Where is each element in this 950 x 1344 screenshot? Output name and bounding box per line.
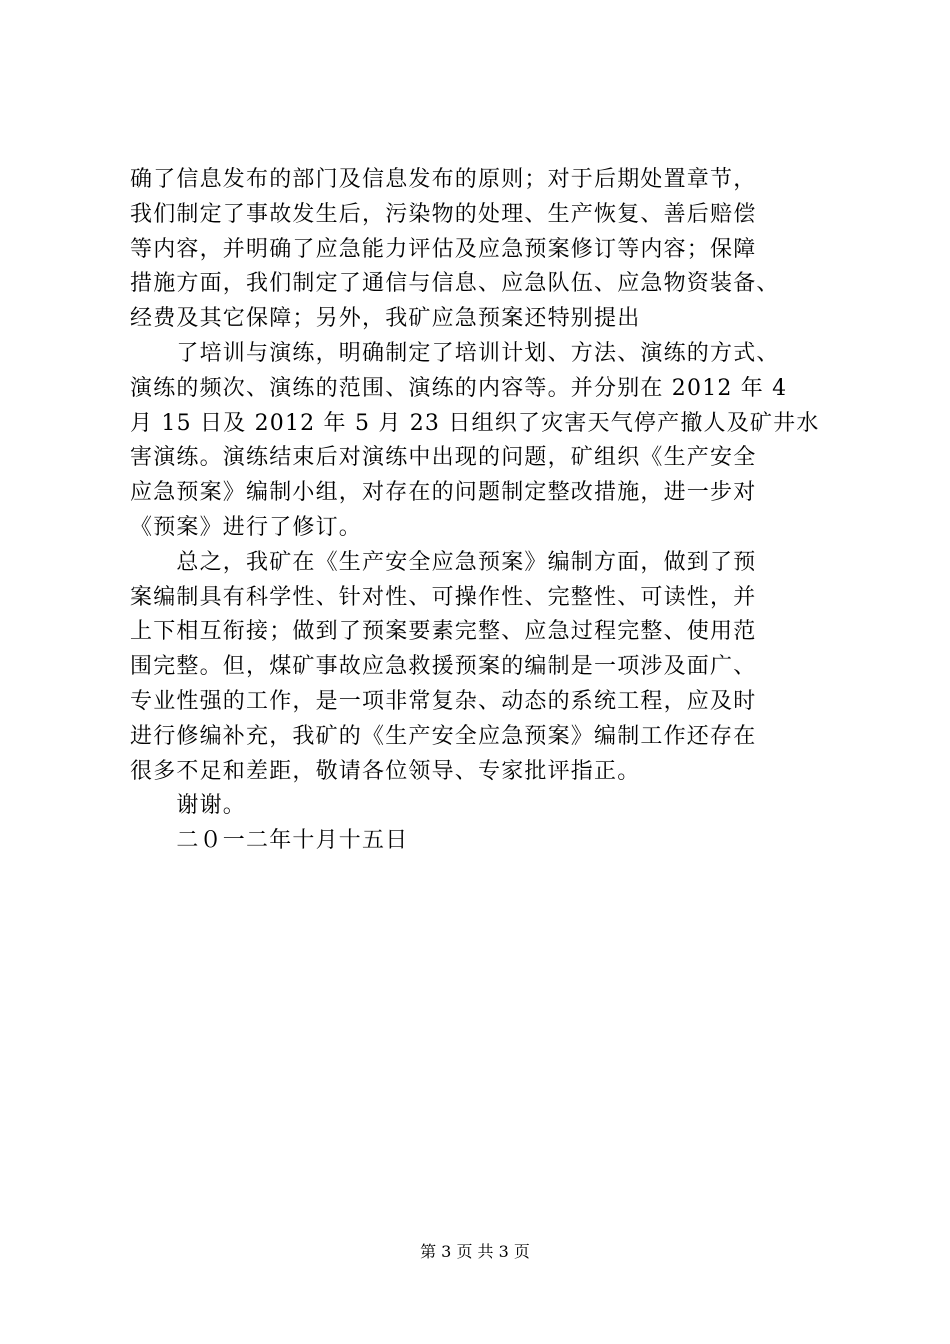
body-line: 确了信息发布的部门及信息发布的原则；对于后期处置章节， — [130, 167, 757, 192]
body-line: 演练的频次、演练的范围、演练的内容等。并分别在 2012 年 4 — [130, 375, 788, 401]
body-line: 上下相互衔接；做到了预案要素完整、应急过程完整、使用范 — [130, 619, 757, 645]
page-indicator: 第 3 页 共 3 页 — [420, 1242, 530, 1261]
body-line: 案编制具有科学性、针对性、可操作性、完整性、可读性，并 — [130, 584, 757, 610]
body-line: 经费及其它保障；另外，我矿应急预案还特别提出 — [130, 306, 641, 332]
body-line: 我们制定了事故发生后，污染物的处理、生产恢复、善后赔偿 — [130, 201, 757, 227]
body-line: 了培训与演练，明确制定了培训计划、方法、演练的方式、 — [130, 340, 780, 366]
body-line: 等内容，并明确了应急能力评估及应急预案修订等内容；保障 — [130, 236, 757, 262]
body-line: 专业性强的工作，是一项非常复杂、动态的系统工程，应及时 — [130, 688, 757, 714]
document-body — [130, 163, 850, 859]
body-line: 围完整。但，煤矿事故应急救援预案的编制是一项涉及面广、 — [130, 654, 757, 680]
body-line: 总之，我矿在《生产安全应急预案》编制方面，做到了预 — [130, 549, 757, 575]
body-line: 害演练。演练结束后对演练中出现的问题，矿组织《生产安全 — [130, 445, 757, 471]
body-line: 很多不足和差距，敬请各位领导、专家批评指正。 — [130, 758, 641, 784]
body-line: 应急预案》编制小组，对存在的问题制定整改措施，进一步对 — [130, 480, 757, 506]
page-footer — [0, 1242, 950, 1262]
body-line: 月 15 日及 2012 年 5 月 23 日组织了灾害天气停产撤人及矿井水 — [130, 410, 820, 436]
body-line: 进行修编补充，我矿的《生产安全应急预案》编制工作还存在 — [130, 723, 757, 749]
document-date: 二０一二年十月十五日 — [130, 828, 409, 854]
body-line: 措施方面，我们制定了通信与信息、应急队伍、应急物资装备、 — [130, 271, 780, 297]
body-line: 《预案》进行了修订。 — [130, 514, 363, 540]
closing-thanks: 谢谢。 — [130, 793, 247, 819]
